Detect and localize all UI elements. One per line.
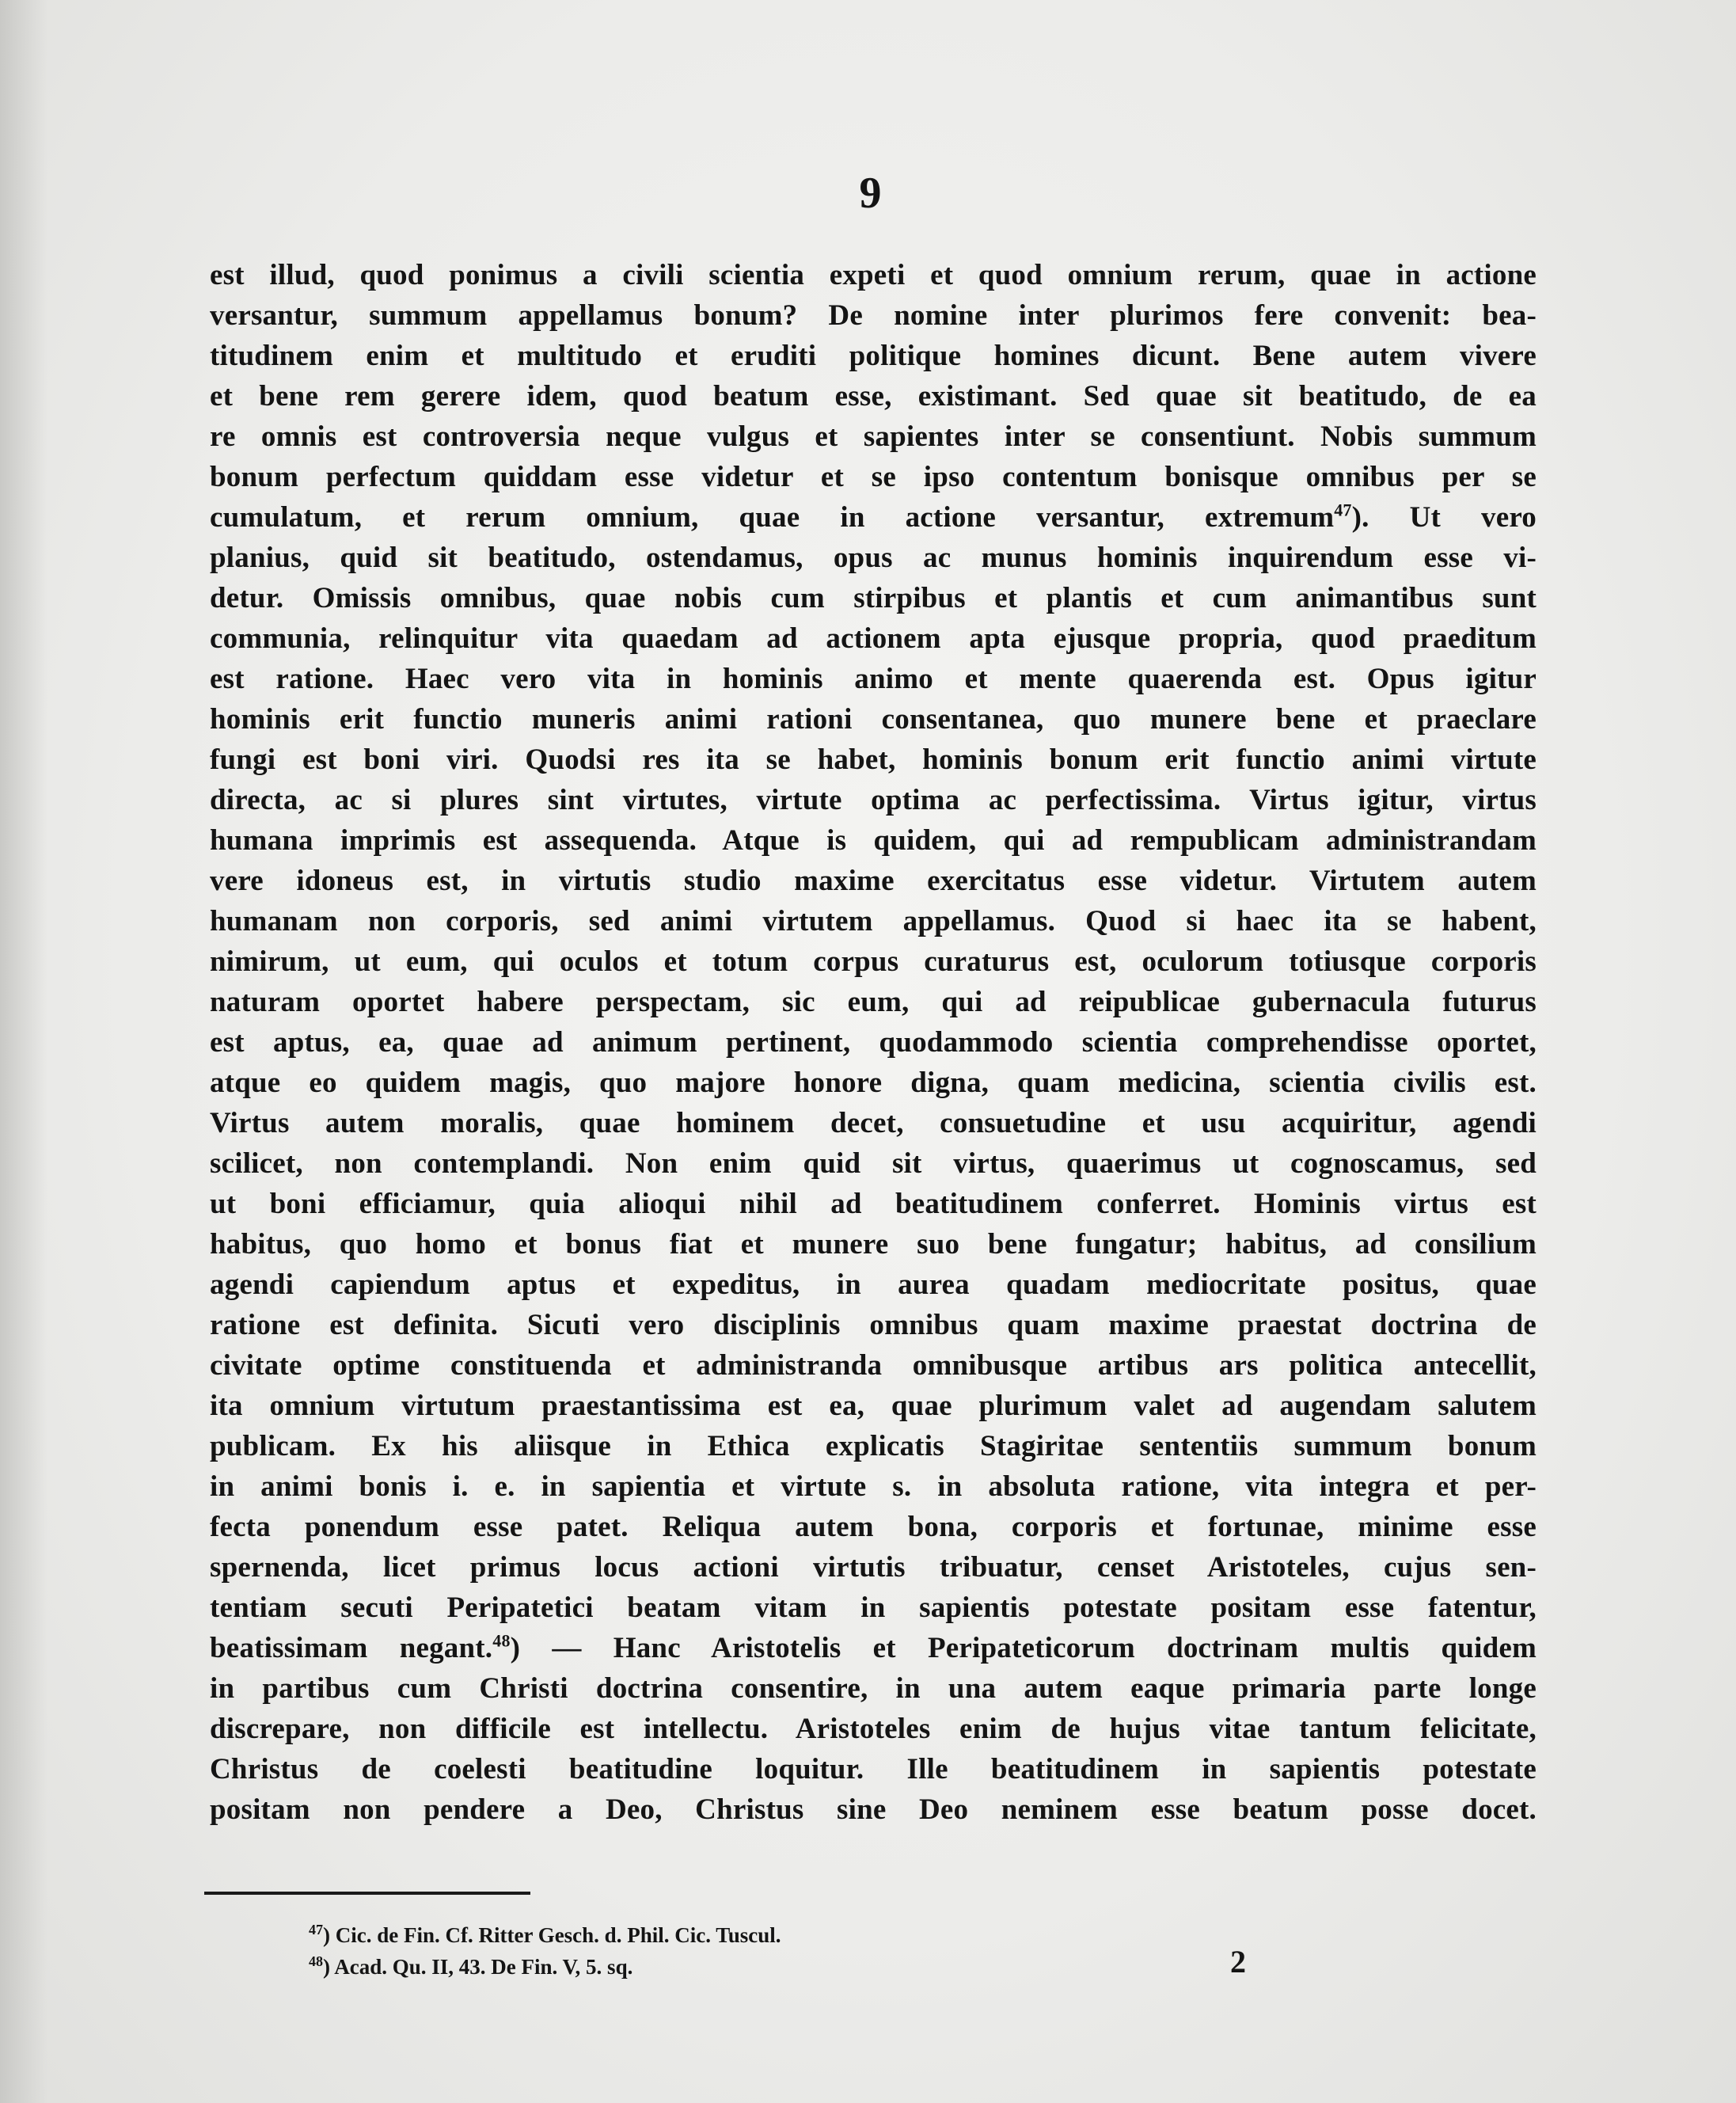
- text-line-35: [210, 1628, 1537, 1668]
- text-line-3: titudinem enim et multitudo et eruditi politique homines dicunt. Bene autem vivere: [210, 340, 1537, 372]
- text-line-1: est illud, quod ponimus a civili scientia expeti et quod omnium rerum, quae in actione: [210, 259, 1537, 291]
- text-line-24: ut boni efficiamur, quia alioqui nihil ad beatitudinem conferret. Hominis virtus est: [210, 1188, 1537, 1220]
- text-line-6: bonum perfectum quiddam esse videtur et se ipso contentum bonisque omnibus per se: [210, 461, 1537, 493]
- text-line-33: spernenda, licet primus locus actioni virtutis tribuatur, censet Aristoteles, cujus sen-: [210, 1551, 1537, 1584]
- text-line-2: versantur, summum appellamus bonum? De nomine inter plurimos fere convenit: bea-: [210, 299, 1537, 332]
- footnote-ref-48[interactable]: 48: [492, 1630, 511, 1651]
- text-line-11: est ratione. Haec vero vita in hominis animo et mente quaerenda est. Opus igitur: [210, 663, 1537, 695]
- footnote-mark: 47: [309, 1922, 323, 1938]
- text-line-29: ita omnium virtutum praestantissima est ea, quae plurimum valet ad augendam salutem: [210, 1390, 1537, 1422]
- text-line-25: habitus, quo homo et bonus fiat et munere suo bene fungatur; habitus, ad consilium: [210, 1228, 1537, 1261]
- text-line-21: atque eo quidem magis, quo majore honore digna, quam medicina, scientia civilis est.: [210, 1067, 1537, 1099]
- spine-shadow: [0, 0, 47, 2103]
- text-line-27: ratione est definita. Sicuti vero disciplinis omnibus quam maxime praestat doctrina de: [210, 1309, 1537, 1341]
- footnote-47: [309, 1919, 1021, 1951]
- text-line-22: Virtus autem moralis, quae hominem decet, consuetudine et usu acquiritur, agendi: [210, 1107, 1537, 1139]
- text-line-28: civitate optime constituenda et administranda omnibusque artibus ars politica antecellit,: [210, 1349, 1537, 1382]
- text-line-13: fungi est boni viri. Quodsi res ita se habet, hominis bonum erit functio animi virtute: [210, 743, 1537, 776]
- page-number: 9: [859, 169, 883, 218]
- text-line-35-tail: ) — Hanc Aristotelis et Peripateticorum doctrinam multis quidem: [510, 1632, 1537, 1664]
- text-line-38: Christus de coelesti beatitudine loquitur. Ille beatitudinem in sapientis potestate: [210, 1753, 1537, 1785]
- signature-mark: 2: [1230, 1944, 1246, 1979]
- text-line-12: hominis erit functio muneris animi rationi consentanea, quo munere bene et praeclare: [210, 703, 1537, 736]
- footnote-divider: [204, 1892, 530, 1895]
- text-line-8: planius, quid sit beatitudo, ostendamus, opus ac munus hominis inquirendum esse vi-: [210, 542, 1537, 574]
- text-line-37: discrepare, non difficile est intellectu. Aristoteles enim de hujus vitae tantum felicitate,: [210, 1713, 1537, 1745]
- text-line-7-main: cumulatum, et rerum omnium, quae in actione versantur, extremum: [210, 501, 1335, 534]
- text-line-26: agendi capiendum aptus et expeditus, in aurea quadam mediocritate positus, quae: [210, 1268, 1537, 1301]
- text-line-14: directa, ac si plures sint virtutes, virtute optima ac perfectissima. Virtus igitur, virtus: [210, 784, 1537, 816]
- footnotes: [309, 1919, 1021, 1983]
- body-text: [210, 255, 1537, 1830]
- text-line-7: [210, 497, 1537, 538]
- text-line-5: re omnis est controversia neque vulgus et sapientes inter se consentiunt. Nobis summum: [210, 420, 1537, 453]
- text-line-20: est aptus, ea, quae ad animum pertinent, quodammodo scientia comprehendisse oportet,: [210, 1026, 1537, 1059]
- text-line-39: positam non pendere a Deo, Christus sine Deo neminem esse beatum posse docet.: [210, 1793, 1537, 1826]
- text-line-9: detur. Omissis omnibus, quae nobis cum stirpibus et plantis et cum animantibus sunt: [210, 582, 1537, 614]
- text-line-23: scilicet, non contemplandi. Non enim quid sit virtus, quaerimus ut cognoscamus, sed: [210, 1147, 1537, 1180]
- text-line-32: fecta ponendum esse patet. Reliqua autem bona, corporis et fortunae, minime esse: [210, 1511, 1537, 1543]
- footnote-ref-47[interactable]: 47: [1334, 500, 1352, 520]
- text-line-19: naturam oportet habere perspectam, sic eum, qui ad reipublicae gubernacula futurus: [210, 986, 1537, 1018]
- text-line-16: vere idoneus est, in virtutis studio maxime exercitatus esse videtur. Virtutem autem: [210, 865, 1537, 897]
- text-line-35-main: beatissimam negant.: [210, 1632, 493, 1664]
- text-line-34: tentiam secuti Peripatetici beatam vitam in sapientis potestate positam esse fatentur,: [210, 1592, 1537, 1624]
- text-line-31: in animi bonis i. e. in sapientia et virtute s. in absoluta ratione, vita integra et per-: [210, 1470, 1537, 1503]
- footnote-48: [309, 1951, 1021, 1983]
- text-line-7-tail: ). Ut vero: [1351, 501, 1537, 534]
- footnote-text: ) Cic. de Fin. Cf. Ritter Gesch. d. Phil. Cic. Tuscul.: [323, 1923, 781, 1947]
- text-line-30: publicam. Ex his aliisque in Ethica explicatis Stagiritae sententiis summum bonum: [210, 1430, 1537, 1462]
- text-line-36: in partibus cum Christi doctrina consentire, in una autem eaque primaria parte longe: [210, 1672, 1537, 1705]
- text-line-18: nimirum, ut eum, qui oculos et totum corpus curaturus est, oculorum totiusque corporis: [210, 945, 1537, 978]
- text-line-4: et bene rem gerere idem, quod beatum esse, existimant. Sed quae sit beatitudo, de ea: [210, 380, 1537, 413]
- footnote-text: ) Acad. Qu. II, 43. De Fin. V, 5. sq.: [323, 1955, 633, 1979]
- text-line-17: humanam non corporis, sed animi virtutem appellamus. Quod si haec ita se habent,: [210, 905, 1537, 937]
- text-line-15: humana imprimis est assequenda. Atque is quidem, qui ad rempublicam administrandam: [210, 824, 1537, 857]
- text-line-10: communia, relinquitur vita quaedam ad actionem apta ejusque propria, quod praeditum: [210, 622, 1537, 655]
- footnote-mark: 48: [309, 1953, 323, 1969]
